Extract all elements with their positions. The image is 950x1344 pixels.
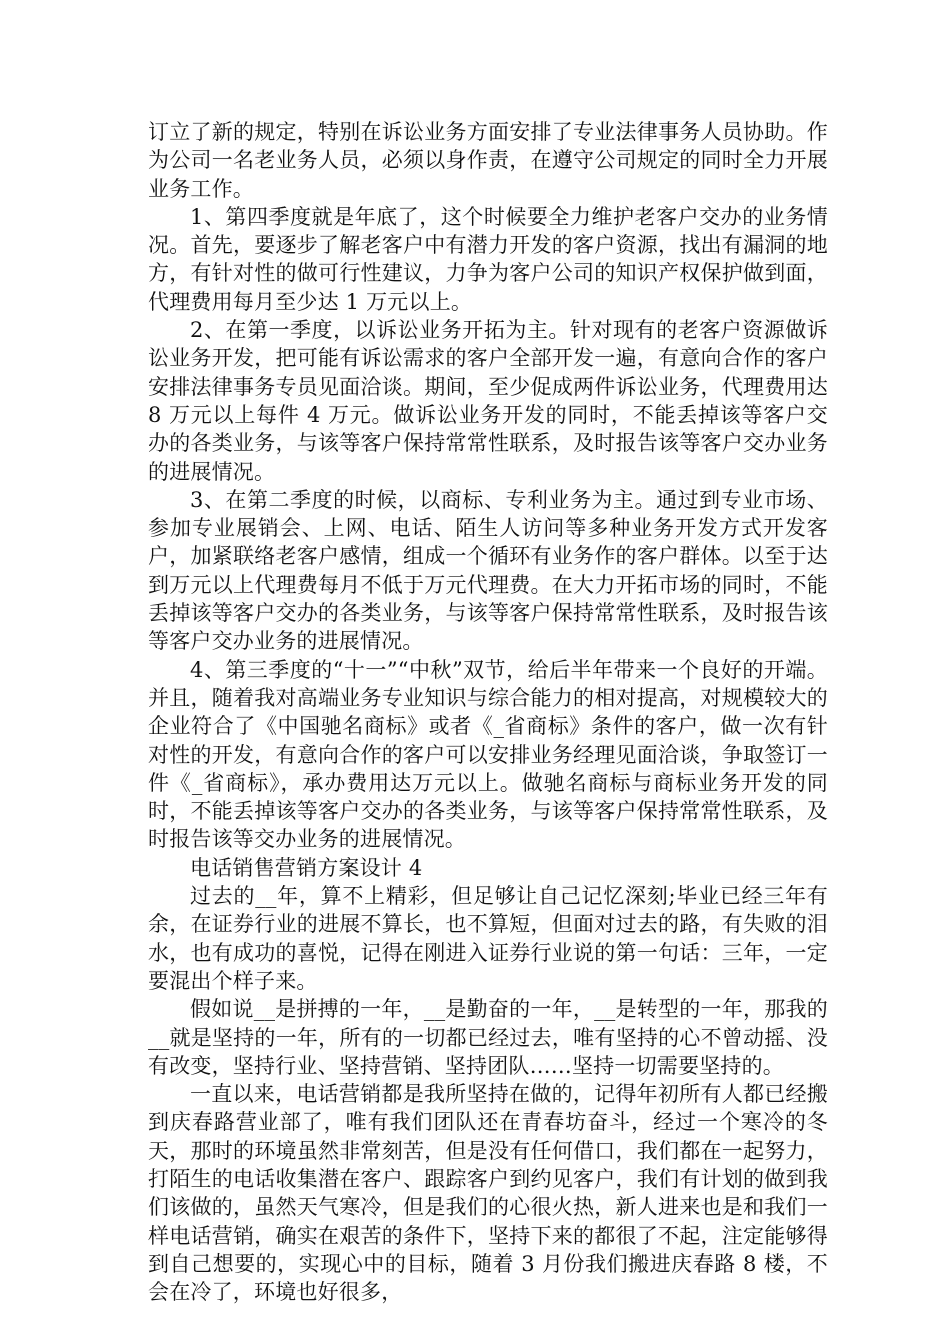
paragraph-3: 2、在第一季度，以诉讼业务开拓为主。针对现有的老客户资源做诉讼业务开发，把可能有诉讼需求的客户全部开发一遍，有意向合作的客户安排法律事务专员见面洽谈。期间，至少促成两件诉讼业务，代理费用达 8 万元以上每件 4 万元。做诉讼业务开发的同时，不能丢掉该等客户交办的各类业务，与该等客户保持常常性联系，及时报告该等客户交办业务的进展情况。 <box>148 318 828 484</box>
paragraph-8: 一直以来，电话营销都是我所坚持在做的，记得年初所有人都已经搬到庆春路营业部了，唯有我们团队还在青春坊奋斗，经过一个寒冷的冬天，那时的环境虽然非常刻苦，但是没有任何借口，我们都在一起努力，打陌生的电话收集潜在客户、跟踪客户到约见客户，我们有计划的做到我们该做的，虽然天气寒冷，但是我们的心很火热，新人进来也是和我们一样电话营销，确实在艰苦的条件下，坚持下来的都很了不起，注定能够得到自己想要的，实现心中的目标，随着 3 月份我们搬进庆春路 8 楼，不会在冷了，环境也好很多， <box>148 1082 828 1305</box>
section-heading: 电话销售营销方案设计 4 <box>190 855 423 880</box>
paragraph-2: 1、第四季度就是年底了，这个时候要全力维护老客户交办的业务情况。首先，要逐步了解老客户中有潜力开发的客户资源，找出有漏洞的地方，有针对性的做可行性建议，力争为客户公司的知识产权保护做到面，代理费用每月至少达 1 万元以上。 <box>148 204 828 314</box>
paragraph-7: 假如说__是拼搏的一年，__是勤奋的一年，__是转型的一年，那我的__就是坚持的一年，所有的一切都已经过去，唯有坚持的心不曾动摇、没有改变，坚持行业、坚持营销、坚持团队……坚持一切需要坚持的。 <box>148 997 828 1078</box>
document-body <box>148 118 828 1306</box>
paragraph-4: 3、在第二季度的时候，以商标、专利业务为主。通过到专业市场、参加专业展销会、上网、电话、陌生人访问等多种业务开发方式开发客户，加紧联络老客户感情，组成一个循环有业务作的客户群体。以至于达到万元以上代理费每月不低于万元代理费。在大力开拓市场的同时，不能丢掉该等客户交办的各类业务，与该等客户保持常常性联系，及时报告该等客户交办业务的进展情况。 <box>148 487 828 654</box>
paragraph-1: 订立了新的规定，特别在诉讼业务方面安排了专业法律事务人员协助。作为公司一名老业务人员，必须以身作责，在遵守公司规定的同时全力开展业务工作。 <box>148 120 828 201</box>
paragraph-5: 4、第三季度的“十一”“中秋”双节，给后半年带来一个良好的开端。并且，随着我对高端业务专业知识与综合能力的相对提高，对规模较大的企业符合了《中国驰名商标》或者《_省商标》条件的客户，做一次有针对性的开发，有意向合作的客户可以安排业务经理见面洽谈，争取签订一件《_省商标》，承办费用达万元以上。做驰名商标与商标业务开发的同时，不能丢掉该等客户交办的各类业务，与该等客户保持常常性联系，及时报告该等交办业务的进展情况。 <box>148 657 828 852</box>
paragraph-6: 过去的__年，算不上精彩，但足够让自己记忆深刻;毕业已经三年有余，在证券行业的进展不算长，也不算短，但面对过去的路，有失败的泪水，也有成功的喜悦，记得在刚进入证券行业说的第一句话：三年，一定要混出个样子来。 <box>148 884 828 993</box>
